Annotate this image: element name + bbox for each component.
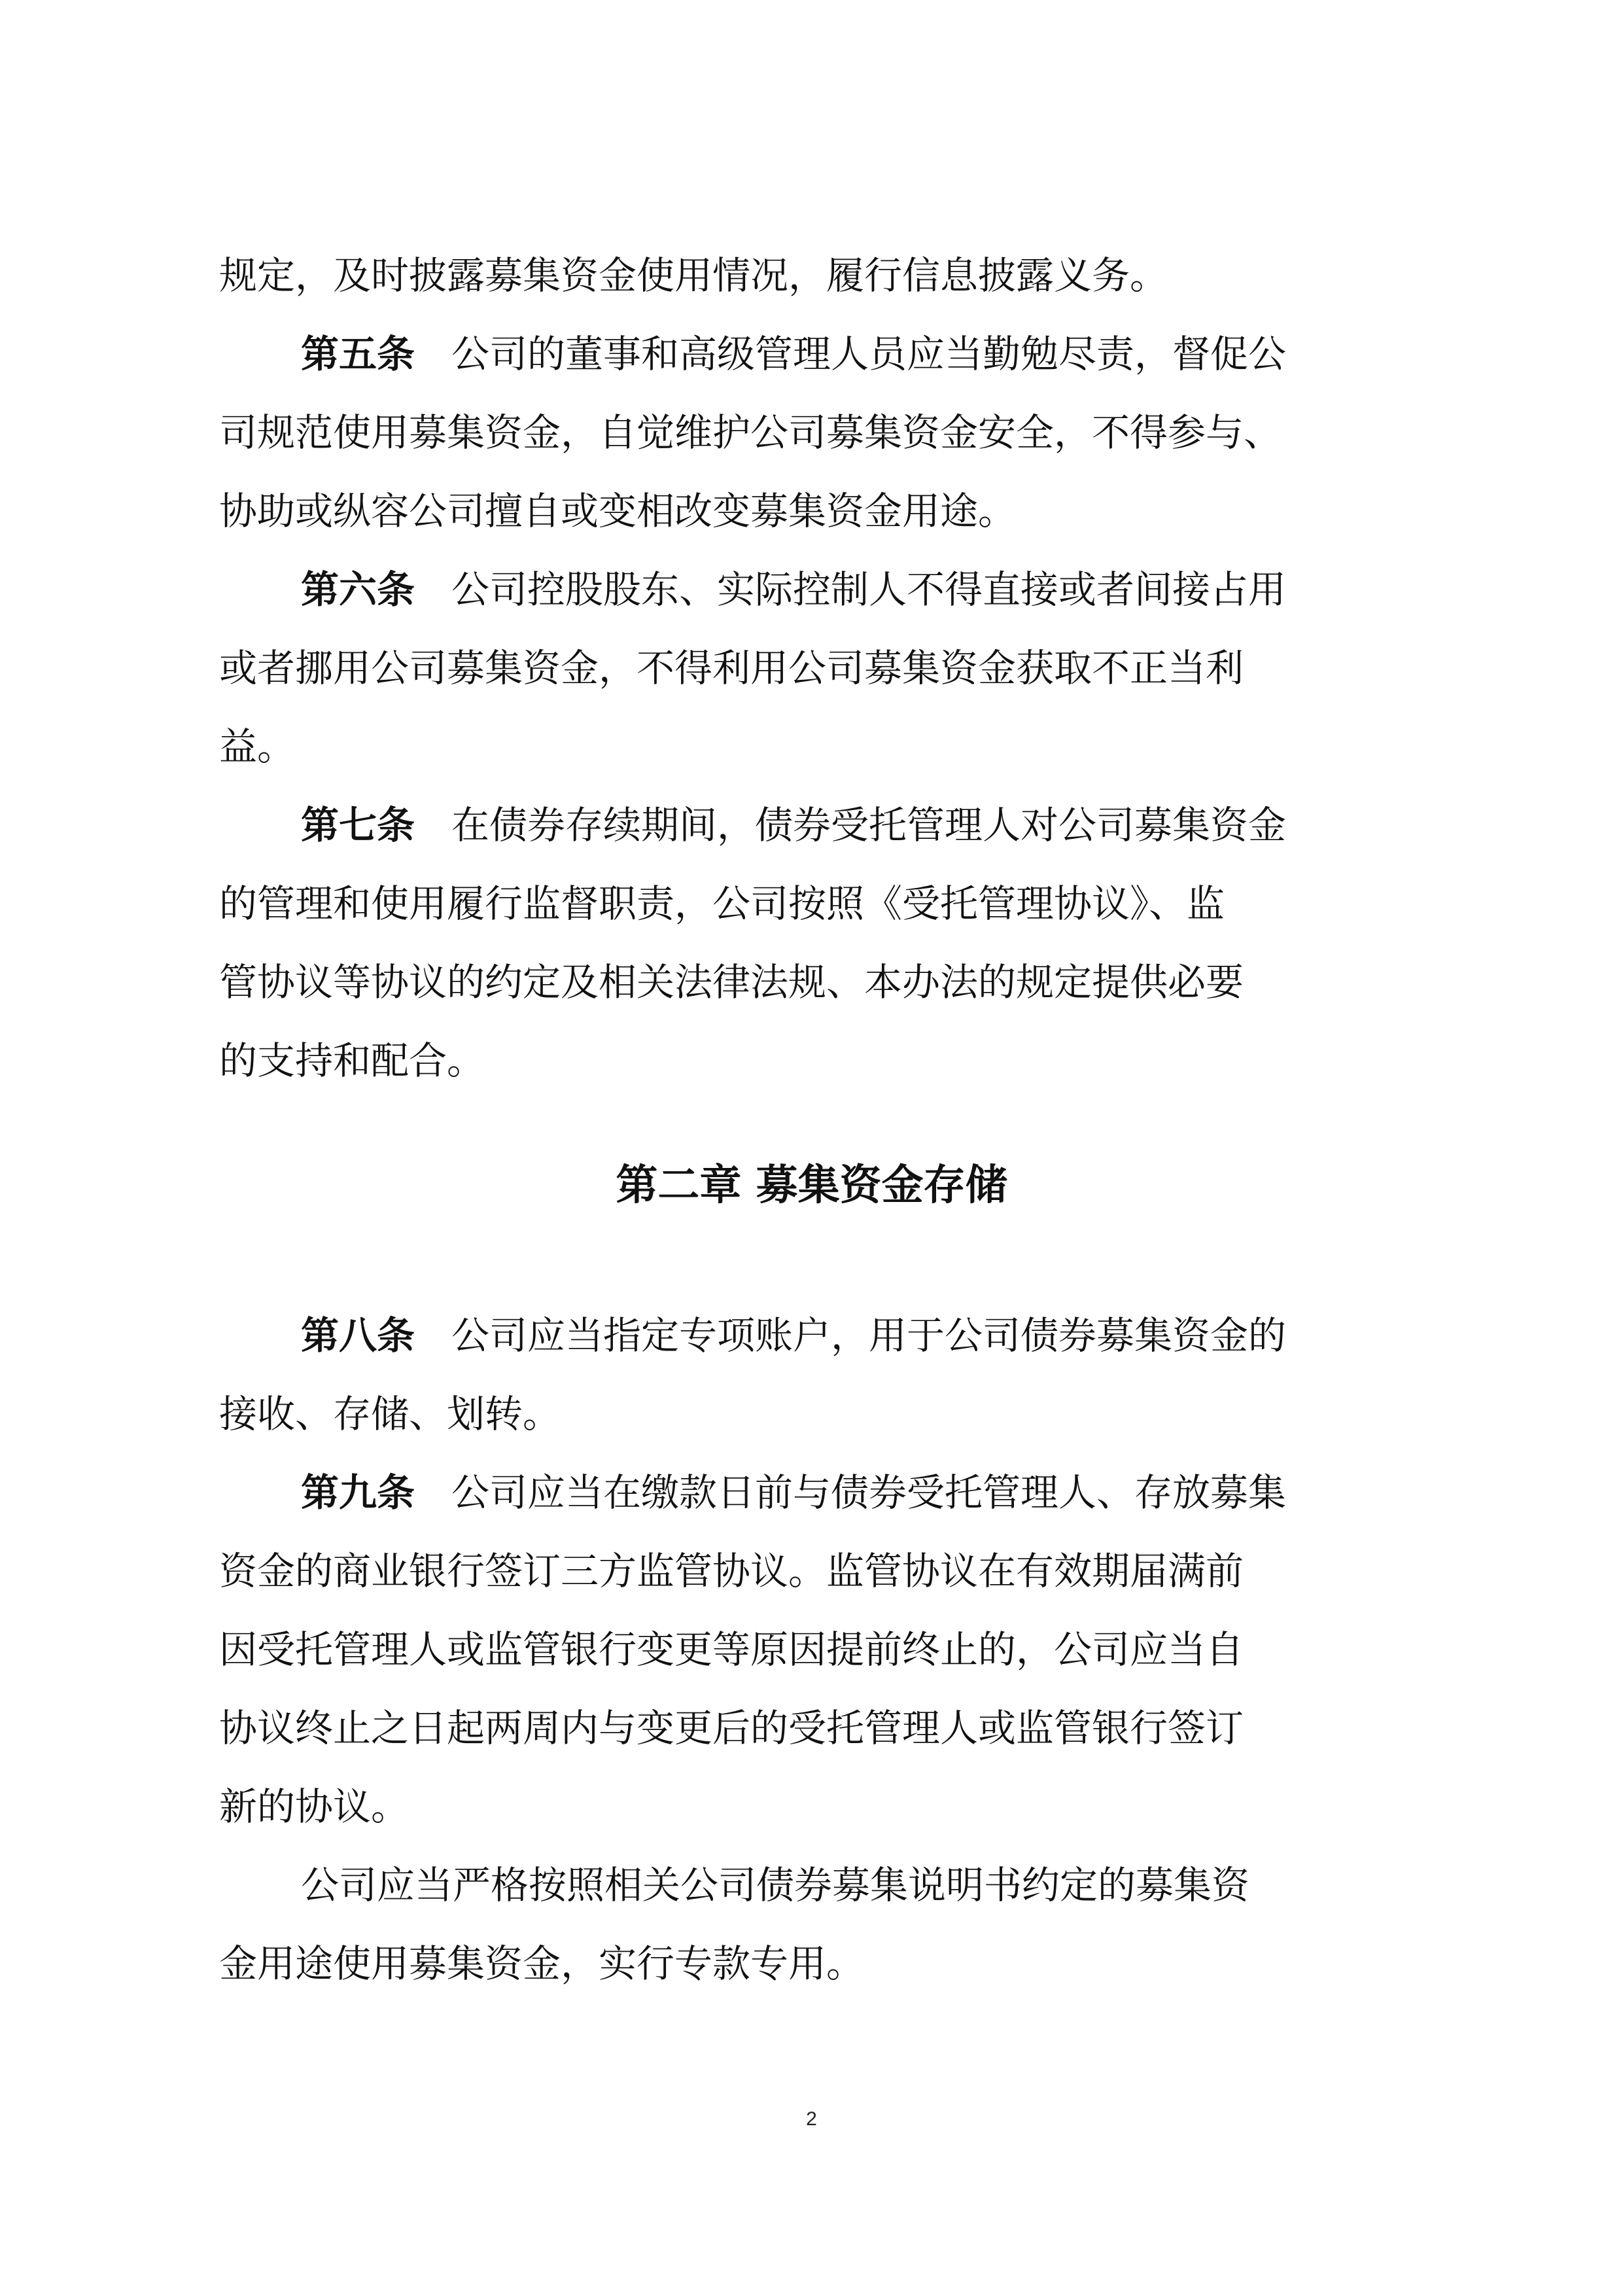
article-7-label: 第七条: [301, 803, 415, 847]
article-9-text: 公司应当在缴款日前与债券受托管理人、存放募集: [451, 1470, 1287, 1515]
page-number: 2: [806, 2108, 817, 2130]
article-6-label: 第六条: [301, 567, 415, 612]
article-6-text: 公司控股股东、实际控制人不得直接或者间接占用: [451, 567, 1287, 612]
article-5-label: 第五条: [301, 332, 415, 376]
article-8-label: 第八条: [301, 1313, 415, 1358]
document-page: 规定，及时披露募集资金使用情况，履行信息披露义务。 第五条 公司的董事和高级管理人员应当勤勉尽责，督促公 司规范使用募集资金，自觉维护公司募集资金安全，不得参与、 协助或纵容公司擅自或变相改变募集资金用途。 第六条 公司控股股东、实际控制人不得直接或者间接占用 或者挪用公司募集资金，不得利用公司募集资金获取不正当利 益。 第七条 在债券存续期间，债券受托管理人对公司募集资金 的管理和使用履行监督职责，公司按照《受托管理协议》、监 管协议等协议的约定及相关法律法规、本办法的规定提供必要 的支持和配合。 第二章 募集资金存储 第八条 公司应当指定专项账户，用于公司债券募集资金的 接收、存储、划转。 第九条 公司应当在缴款日前与债券受托管理人、存放募集 资金的商业银行签订三方监管协议。监管协议在有效期届满前 因受托管理人或监管银行变更等原因提前终止的，公司应当自 协议终止之日起两周内与变更后的受托管理人或监管银行签订 新的协议。 公司应当严格按照相关公司债券募集说明书约定的募集资 金用途使用募集资金，实行专款专用。 2: [0, 0, 1623, 2296]
chapter-title: 第二章 募集资金存储: [616, 1161, 1007, 1210]
article-5-text: 公司的董事和高级管理人员应当勤勉尽责，督促公: [451, 332, 1287, 376]
intro-text: 规定，及时披露募集资金使用情况，履行信息披露义务。: [219, 253, 1168, 298]
article-9-label: 第九条: [301, 1470, 415, 1515]
article-7-text: 在债券存续期间，债券受托管理人对公司募集资金: [451, 803, 1287, 847]
article-8-text: 公司应当指定专项账户，用于公司债券募集资金的: [451, 1313, 1287, 1358]
